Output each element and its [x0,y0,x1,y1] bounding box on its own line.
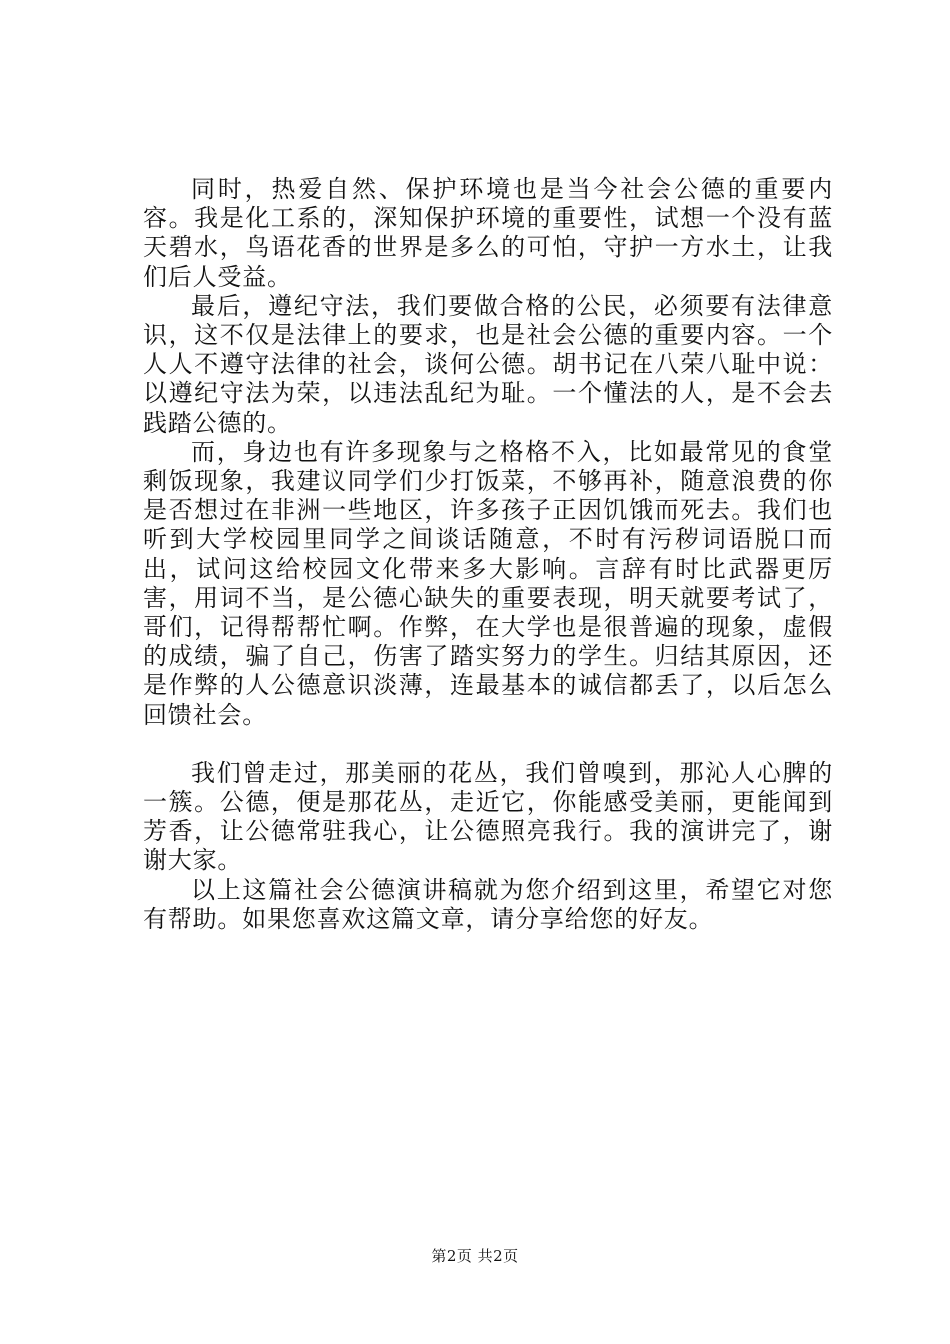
paragraph-environment: 同时，热爱自然、保护环境也是当今社会公德的重要内容。我是化工系的，深知保护环境的重要性，试想一个没有蓝天碧水，鸟语花香的世界是多么的可怕，守护一方水土，让我们后人受益。 [143,175,833,291]
paragraph-law: 最后，遵纪守法，我们要做合格的公民，必须要有法律意识，这不仅是法律上的要求，也是社会公德的重要内容。一个人人不遵守法律的社会，谈何公德。胡书记在八荣八耻中说：以遵纪守法为荣，以违法乱纪为耻。一个懂法的人，是不会去践踏公德的。 [143,291,833,437]
document-body [143,175,833,934]
page-number-footer: 第2页 共2页 [431,1247,519,1265]
paragraph-campus-phenomena: 而，身边也有许多现象与之格格不入，比如最常见的食堂剩饭现象，我建议同学们少打饭菜，不够再补，随意浪费的你是否想过在非洲一些地区，许多孩子正因饥饿而死去。我们也听到大学校园里同学之间谈话随意，不时有污秽词语脱口而出，试问这给校园文化带来多大影响。言辞有时比武器更厉害，用词不当，是公德心缺失的重要表现，明天就要考试了，哥们，记得帮帮忙啊。作弊，在大学也是很普遍的现象，虚假的成绩，骗了自己，伤害了踏实努力的学生。归结其原因，还是作弊的人公德意识淡薄，连最基本的诚信都丢了，以后怎么回馈社会。 [143,437,833,729]
paragraph-conclusion: 我们曾走过，那美丽的花丛，我们曾嗅到，那沁人心脾的一簇。公德，便是那花丛，走近它，你能感受美丽，更能闻到芳香，让公德常驻我心，让公德照亮我行。我的演讲完了，谢谢大家。 [143,758,833,875]
paragraph-closing-note: 以上这篇社会公德演讲稿就为您介绍到这里，希望它对您有帮助。如果您喜欢这篇文章，请分享给您的好友。 [143,875,833,933]
